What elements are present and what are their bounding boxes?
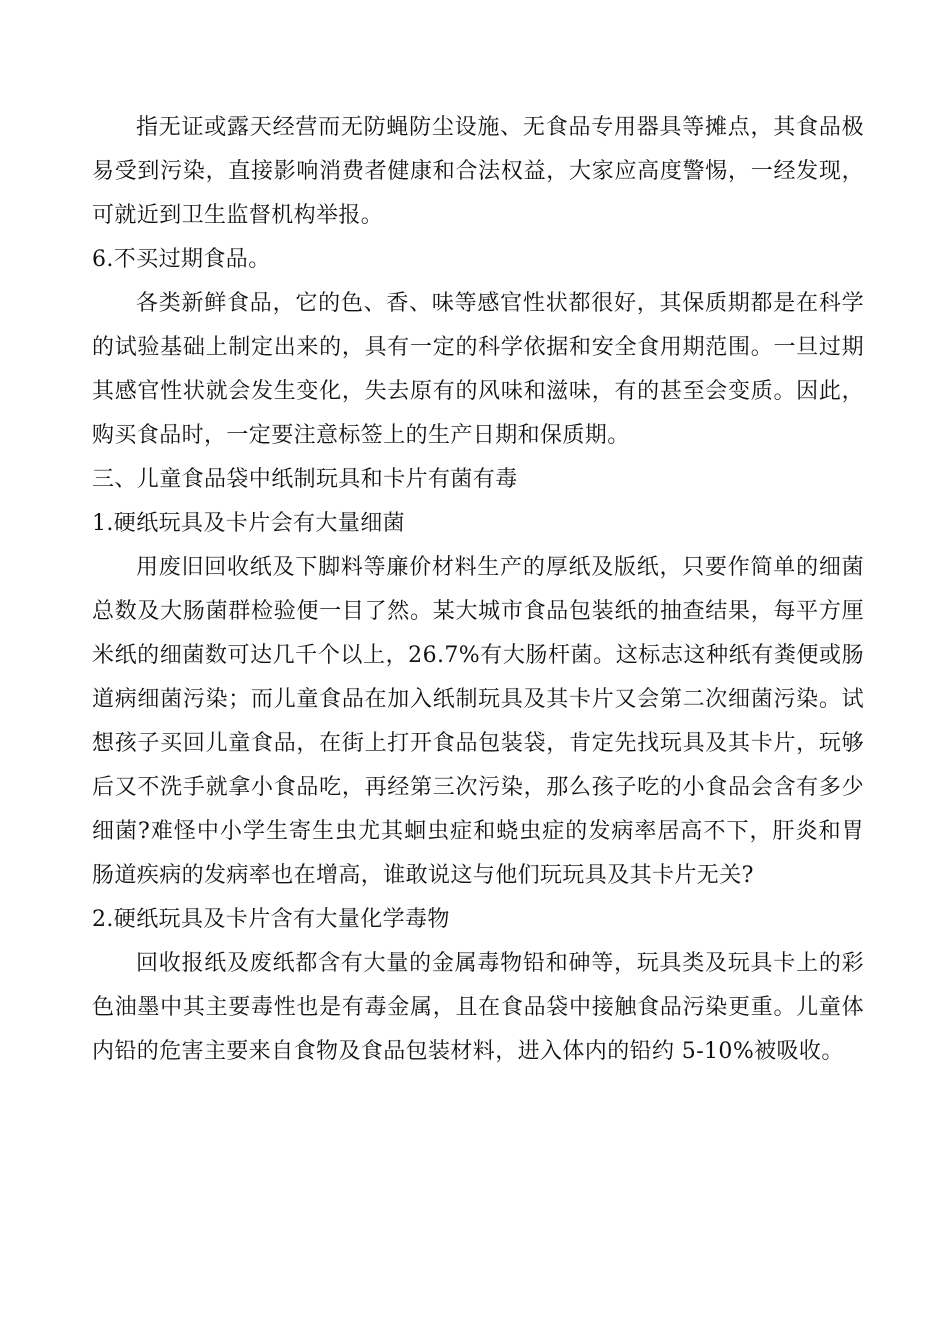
section-heading-paper-toys: 三、儿童食品袋中纸制玩具和卡片有菌有毒 bbox=[92, 467, 518, 492]
heading-bacteria: 1.硬纸玩具及卡片会有大量细菌 bbox=[92, 511, 405, 536]
paragraph-bacteria: 用废旧回收纸及下脚料等廉价材料生产的厚纸及版纸，只要作简单的细菌总数及大肠菌群检验便一目了然。某大城市食品包装纸的抽查结果，每平方厘米纸的细菌数可达几千个以上，26.7%有大肠杆菌。这标志这种纸有粪便或肠道病细菌污染；而儿童食品在加入纸制玩具及其卡片又会第二次细菌污染。试想孩子买回儿童食品，在街上打开食品包装袋，肯定先找玩具及其卡片，玩够后又不洗手就拿小食品吃，再经第三次污染，那么孩子吃的小食品会含有多少细菌?难怪中小学生寄生虫尤其蛔虫症和蛲虫症的发病率居高不下，肝炎和胃肠道疾病的发病率也在增高，谁敢说这与他们玩玩具及其卡片无关? bbox=[92, 555, 864, 888]
paragraph-shelf-life: 各类新鲜食品，它的色、香、味等感官性状都很好，其保质期都是在科学的试验基础上制定出来的，具有一定的科学依据和安全食用期范围。一旦过期其感官性状就会发生变化，失去原有的风味和滋味，有的甚至会变质。因此，购买食品时，一定要注意标签上的生产日期和保质期。 bbox=[92, 291, 864, 448]
document-page bbox=[92, 106, 864, 1074]
paragraph-street-vendors: 指无证或露天经营而无防蝇防尘设施、无食品专用器具等摊点，其食品极易受到污染，直接影响消费者健康和合法权益，大家应高度警惕，一经发现，可就近到卫生监督机构举报。 bbox=[92, 115, 864, 228]
heading-chemical-toxins: 2.硬纸玩具及卡片含有大量化学毒物 bbox=[92, 907, 450, 932]
paragraph-chemical-toxins: 回收报纸及废纸都含有大量的金属毒物铅和砷等，玩具类及玩具卡上的彩色油墨中其主要毒性也是有毒金属，且在食品袋中接触食品污染更重。儿童体内铅的危害主要来自食物及食品包装材料，进入体内的铅约 5-10%被吸收。 bbox=[92, 951, 864, 1064]
heading-expired-food: 6.不买过期食品。 bbox=[92, 247, 271, 272]
